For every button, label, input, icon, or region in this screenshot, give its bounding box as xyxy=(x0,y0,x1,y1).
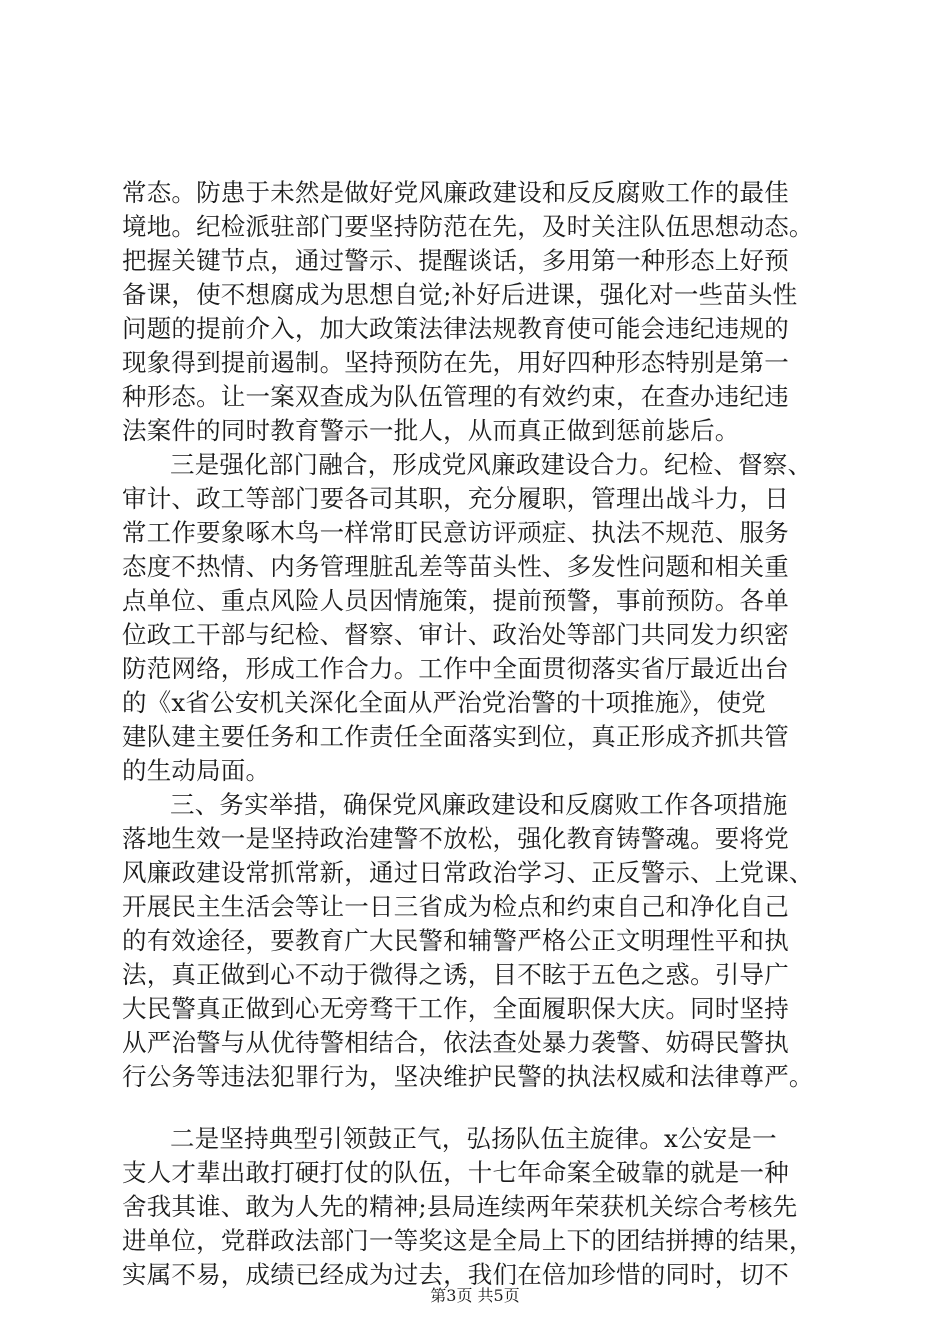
paragraph-line: 审计、政工等部门要各司其职，充分履职，管理出战斗力，日 xyxy=(122,484,789,513)
paragraph-line: 支人才辈出敢打硬打仗的队伍，十七年命案全破靠的就是一种 xyxy=(122,1158,789,1187)
paragraph-line: 防范网络，形成工作合力。工作中全面贯彻落实省厅最近出台 xyxy=(122,654,789,683)
paragraph-line: 二是坚持典型引领鼓正气，弘扬队伍主旋律。x公安是一 xyxy=(170,1124,777,1153)
page-number-footer: 第3页 共5页 xyxy=(430,1286,520,1305)
paragraph-line: 开展民主生活会等让一日三省成为检点和约束自己和净化自己 xyxy=(122,892,789,921)
paragraph-line: 常工作要象啄木鸟一样常盯民意访评顽症、执法不规范、服务 xyxy=(122,518,789,547)
paragraph-line: 种形态。让一案双查成为队伍管理的有效约束，在查办违纪违 xyxy=(122,382,789,411)
paragraph-line: 境地。纪检派驻部门要坚持防范在先，及时关注队伍思想动态。 xyxy=(122,212,814,241)
paragraph-line: 三是强化部门融合，形成党风廉政建设合力。纪检、督察、 xyxy=(170,450,813,479)
paragraph-line: 的《x省公安机关深化全面从严治党治警的十项推施》，使党 xyxy=(122,688,766,717)
paragraph-line: 态度不热情、内务管理脏乱差等苗头性、多发性问题和相关重 xyxy=(122,552,789,581)
paragraph-line: 点单位、重点风险人员因情施策，提前预警，事前预防。各单 xyxy=(122,586,789,615)
paragraph-line: 舍我其谁、敢为人先的精神;县局连续两年荣获机关综合考核先 xyxy=(122,1192,798,1221)
paragraph-line: 建队建主要任务和工作责任全面落实到位，真正形成齐抓共管 xyxy=(122,722,789,751)
paragraph-line: 三、务实举措，确保党风廉政建设和反腐败工作各项措施 xyxy=(170,790,788,819)
paragraph-line: 法案件的同时教育警示一批人，从而真正做到惩前毖后。 xyxy=(122,416,740,445)
paragraph-line: 实属不易，成绩已经成为过去，我们在倍加珍惜的同时，切不 xyxy=(122,1260,789,1289)
paragraph-line: 行公务等违法犯罪行为，坚决维护民警的执法权威和法律尊严。 xyxy=(122,1062,814,1091)
paragraph-line: 从严治警与从优待警相结合，依法查处暴力袭警、妨碍民警执 xyxy=(122,1028,789,1057)
paragraph-line: 法，真正做到心不动于微得之诱，目不眩于五色之惑。引导广 xyxy=(122,960,789,989)
paragraph-line: 风廉政建设常抓常新，通过日常政治学习、正反警示、上党课、 xyxy=(122,858,814,887)
paragraph-line: 备课，使不想腐成为思想自觉;补好后进课，强化对一些苗头性 xyxy=(122,280,798,309)
paragraph-line: 常态。防患于未然是做好党风廉政建设和反反腐败工作的最佳 xyxy=(122,178,789,207)
paragraph-line: 落地生效一是坚持政治建警不放松，强化教育铸警魂。要将党 xyxy=(122,824,789,853)
paragraph-line: 把握关键节点，通过警示、提醒谈话，多用第一种形态上好预 xyxy=(122,246,789,275)
paragraph-line: 的生动局面。 xyxy=(122,756,271,785)
paragraph-line: 问题的提前介入，加大政策法律法规教育使可能会违纪违规的 xyxy=(122,314,789,343)
paragraph-line: 位政工干部与纪检、督察、审计、政治处等部门共同发力织密 xyxy=(122,620,789,649)
paragraph-line: 的有效途径，要教育广大民警和辅警严格公正文明理性平和执 xyxy=(122,926,789,955)
paragraph-line: 进单位，党群政法部门一等奖这是全局上下的团结拼搏的结果， xyxy=(122,1226,814,1255)
paragraph-line: 大民警真正做到心无旁骛干工作，全面履职保大庆。同时坚持 xyxy=(122,994,789,1023)
paragraph-line: 现象得到提前遏制。坚持预防在先，用好四种形态特别是第一 xyxy=(122,348,789,377)
